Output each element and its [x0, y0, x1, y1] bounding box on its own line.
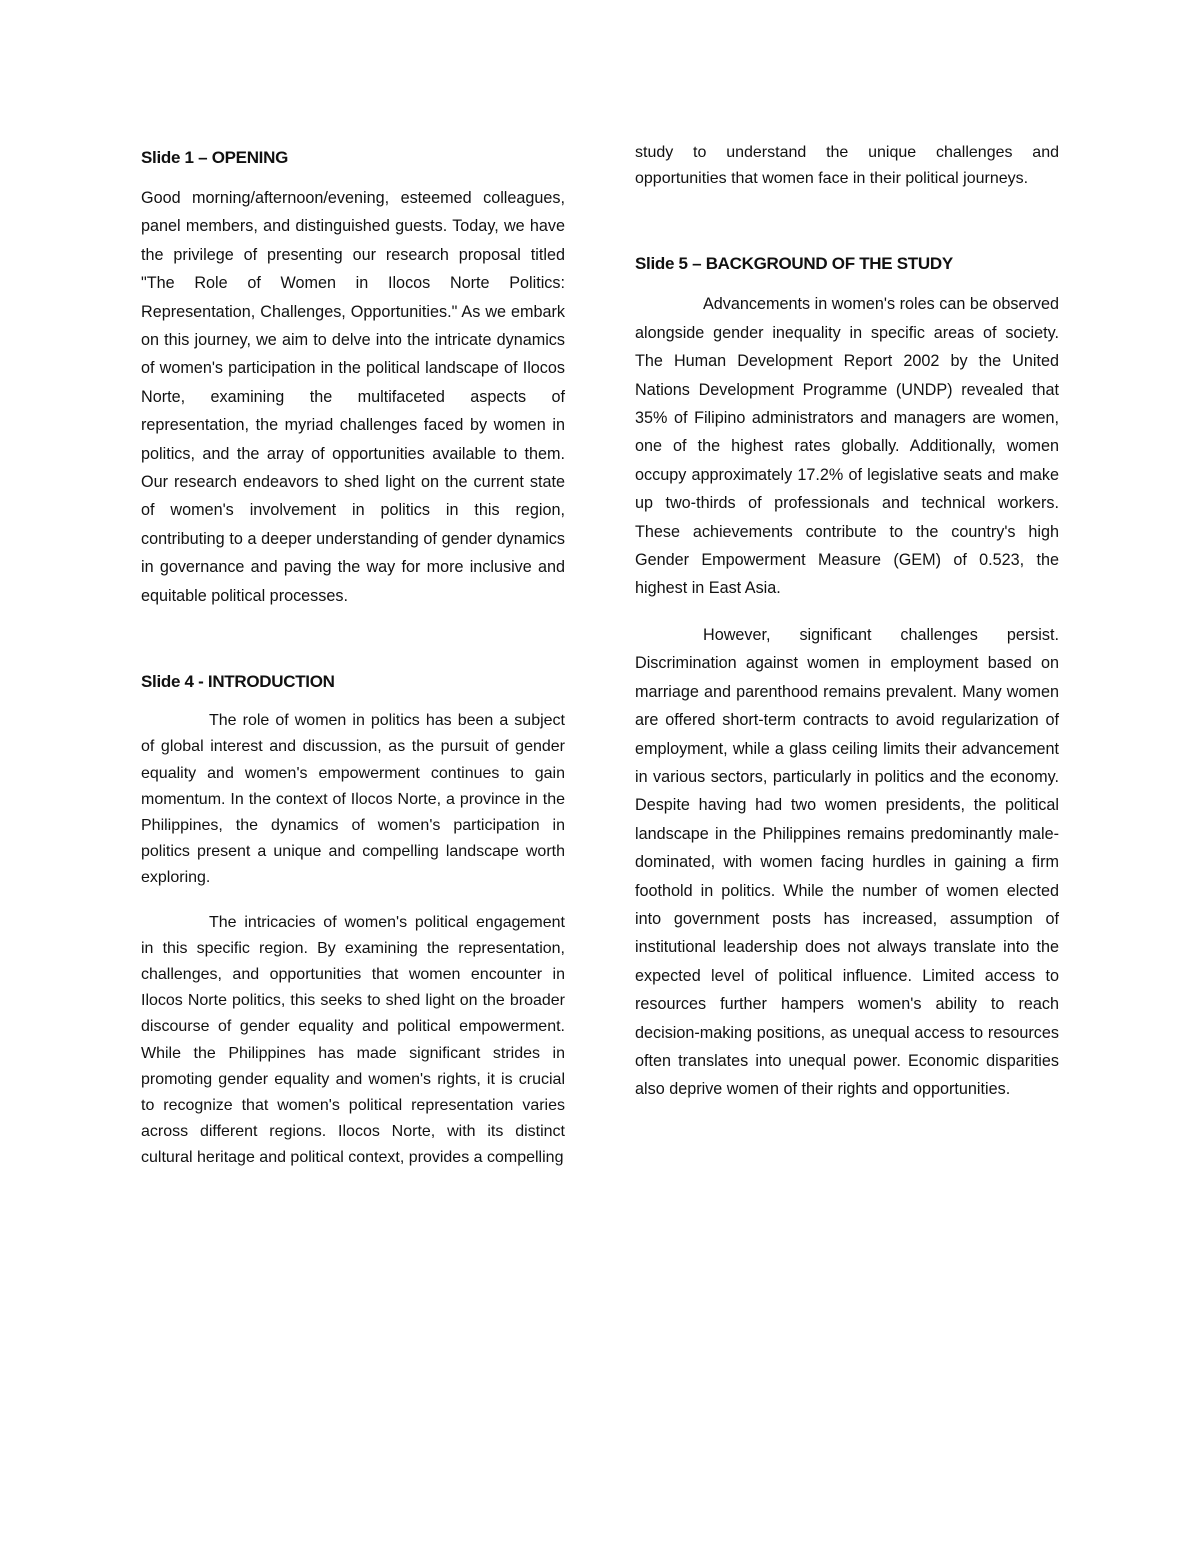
- slide4-paragraph-2-part-2: study to understand the unique challenges and opportunities that women face in their political journeys.: [635, 144, 1059, 188]
- slide4-paragraph-2-part-1: The intricacies of women's political engagement in this specific region. By examining the representation, challenges, and opportunities that women encounter in Ilocos Norte politics, this seeks to shed light on the broader discourse of gender equality and political empowerment. While the Philippines has made significant strides in promoting gender equality and women's rights, it is crucial to recognize that women's political representation varies across different regions. Ilocos Norte, with its distinct cultural heritage and political context, provides a compelling: [141, 913, 565, 1167]
- slide5-paragraph-1: Advancements in women's roles can be observed alongside gender inequality in specific areas of society. The Human Development Report 2002 by the United Nations Development Programme (UNDP) revealed that 35% of Filipino administrators and managers are women, one of the highest rates globally. Additionally, women occupy approximately 17.2% of legislative seats and make up two-thirds of professionals and technical workers. These achievements contribute to the country's high Gender Empowerment Measure (GEM) of 0.523, the highest in East Asia.: [635, 295, 1059, 598]
- slide1-paragraph: Good morning/afternoon/evening, esteemed colleagues, panel members, and distinguished guests. Today, we have the privilege of presenting our research proposal titled "The Role of Women in Ilocos Norte Politics: Representation, Challenges, Opportunities." As we embark on this journey, we aim to delve into the intricate dynamics of women's participation in the political landscape of Ilocos Norte, examining the multifaceted aspects of representation, the myriad challenges faced by women in politics, and the array of opportunities available to them. Our research endeavors to shed light on the current state of women's involvement in politics in this region, contributing to a deeper understanding of gender dynamics in governance and paving the way for more inclusive and equitable political processes.: [141, 189, 565, 605]
- slide1-heading: Slide 1 – OPENING: [141, 148, 289, 167]
- slide4-paragraph-1: The role of women in politics has been a subject of global interest and discussion, as the pursuit of gender equality and women's empowerment continues to gain momentum. In the context of Ilocos Norte, a province in the Philippines, the dynamics of women's participation in politics present a unique and compelling landscape worth exploring.: [141, 712, 565, 887]
- slide4-heading: Slide 4 - INTRODUCTION: [141, 672, 335, 692]
- right-column: [635, 140, 1059, 1104]
- slide5-heading: Slide 5 – BACKGROUND OF THE STUDY: [635, 254, 953, 274]
- left-column: [141, 140, 565, 1172]
- slide5-paragraph-2: However, significant challenges persist. Discrimination against women in employment based on marriage and parenthood remains prevalent. Many women are offered short-term contracts to avoid regularization of employment, while a glass ceiling limits their advancement in various sectors, particularly in politics and the economy. Despite having had two women presidents, the political landscape in the Philippines remains predominantly male-dominated, with women facing hurdles in gaining a firm foothold in politics. While the number of women elected into government posts has increased, assumption of institutional leadership does not always translate into the expected level of political influence. Limited access to resources further hampers women's ability to reach decision-making positions, as unequal access to resources often translates into unequal power. Economic disparities also deprive women of their rights and opportunities.: [635, 625, 1059, 1099]
